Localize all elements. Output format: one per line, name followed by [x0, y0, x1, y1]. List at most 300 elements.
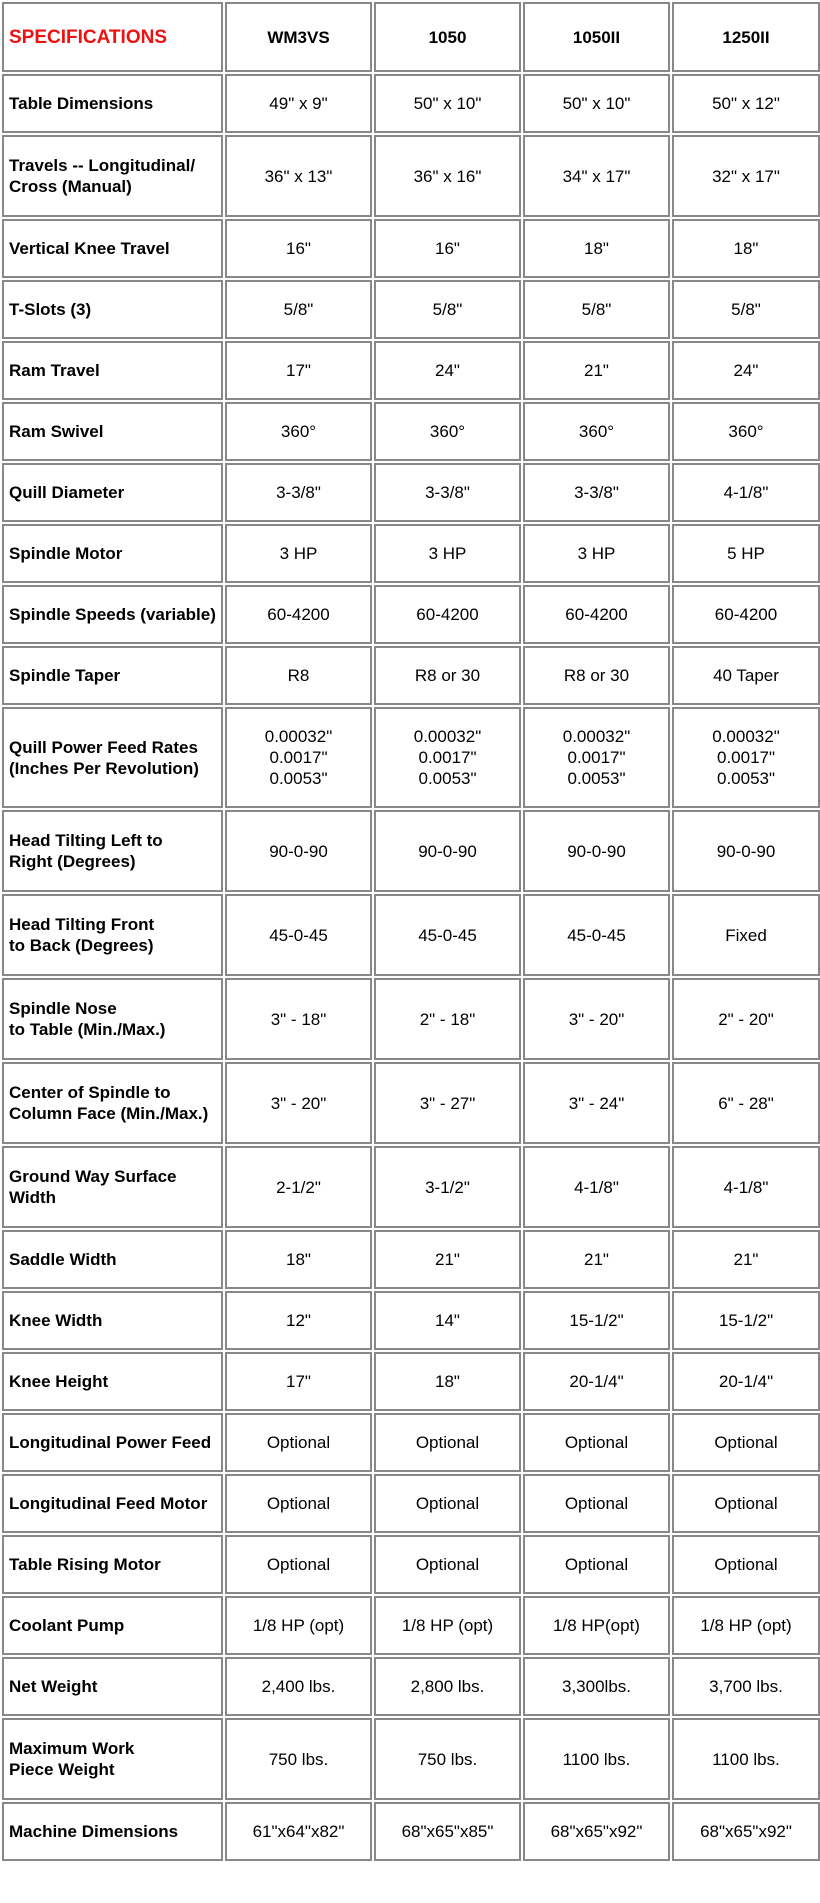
- spec-value-wm3vs: [225, 463, 372, 522]
- spec-value-line: 0.0017": [418, 748, 477, 767]
- spec-label-line: T-Slots (3): [9, 300, 92, 319]
- spec-value-1250ii: [672, 1474, 820, 1533]
- spec-label-line: Ram Travel: [9, 361, 100, 380]
- spec-row-label: [2, 1230, 223, 1289]
- spec-label-line: Head Tilting Left to: [9, 831, 163, 850]
- spec-value-line: 5/8": [283, 300, 314, 319]
- spec-row: [2, 341, 820, 400]
- spec-value-wm3vs: [225, 1535, 372, 1594]
- spec-value-1050ii: [523, 135, 670, 217]
- spec-row: [2, 1802, 820, 1861]
- spec-value-wm3vs: [225, 1146, 372, 1228]
- spec-label-line: Net Weight: [9, 1677, 98, 1696]
- spec-value-1050ii: [523, 280, 670, 339]
- spec-value-line: Optional: [266, 1433, 331, 1452]
- spec-value-line: R8: [287, 666, 310, 685]
- spec-value-line: 360°: [728, 422, 764, 441]
- spec-value-1250ii: [672, 341, 820, 400]
- spec-value-line: 60-4200: [565, 605, 628, 624]
- spec-value-1050: [374, 585, 521, 644]
- spec-value-line: 3" - 20": [270, 1093, 327, 1113]
- spec-value-line: Fixed: [725, 925, 767, 945]
- spec-value-wm3vs: [225, 707, 372, 808]
- spec-value-line: Optional: [415, 1494, 480, 1513]
- spec-value-1250ii: [672, 646, 820, 705]
- spec-value-1050ii: [523, 1413, 670, 1472]
- spec-value-1050ii: [523, 585, 670, 644]
- spec-label-line: Saddle Width: [9, 1250, 117, 1269]
- spec-value-1250ii: [672, 1062, 820, 1144]
- spec-value-line: 90-0-90: [269, 841, 328, 861]
- spec-row: [2, 585, 820, 644]
- spec-value-1050: [374, 1802, 521, 1861]
- spec-value-1250ii: [672, 1718, 820, 1800]
- spec-value-wm3vs: [225, 219, 372, 278]
- spec-value-wm3vs: [225, 1062, 372, 1144]
- spec-row-label: [2, 135, 223, 217]
- spec-value-line: 2,400 lbs.: [261, 1677, 336, 1696]
- spec-label-line: Vertical Knee Travel: [9, 239, 170, 258]
- spec-row: [2, 1230, 820, 1289]
- spec-value-1050ii: [523, 1802, 670, 1861]
- spec-row: [2, 1596, 820, 1655]
- spec-value-1050ii: [523, 1718, 670, 1800]
- spec-row: [2, 707, 820, 808]
- spec-value-1050: [374, 1291, 521, 1350]
- spec-value-line: 1/8 HP (opt): [252, 1616, 345, 1635]
- spec-row-label: [2, 74, 223, 133]
- spec-label-line: Cross (Manual): [9, 177, 132, 196]
- spec-value-1050: [374, 1596, 521, 1655]
- spec-value-1250ii: [672, 135, 820, 217]
- spec-value-1250ii: [672, 978, 820, 1060]
- spec-value-line: 21": [584, 361, 609, 380]
- spec-row: [2, 1062, 820, 1144]
- spec-value-line: R8 or 30: [563, 666, 630, 685]
- spec-value-line: 0.0053": [418, 769, 477, 788]
- spec-value-line: 3" - 24": [568, 1093, 625, 1113]
- spec-value-1050ii: [523, 524, 670, 583]
- spec-value-1050: [374, 74, 521, 133]
- specifications-title: SPECIFICATIONS: [2, 2, 223, 72]
- model-header-1250ii: 1250II: [672, 2, 820, 72]
- spec-value-line: 90-0-90: [567, 841, 626, 861]
- spec-value-1250ii: [672, 524, 820, 583]
- spec-value-line: 24": [435, 361, 460, 380]
- spec-value-line: 49" x 9": [269, 94, 328, 113]
- spec-row: [2, 810, 820, 892]
- spec-row-label: [2, 1802, 223, 1861]
- spec-value-line: 3-3/8": [276, 483, 321, 502]
- spec-value-line: 17": [286, 361, 311, 380]
- spec-label-line: Column Face (Min./Max.): [9, 1104, 209, 1123]
- spec-value-1050ii: [523, 1230, 670, 1289]
- spec-label-line: Table Dimensions: [9, 94, 154, 113]
- spec-row-label: [2, 341, 223, 400]
- spec-label-line: Right (Degrees): [9, 852, 136, 871]
- spec-row: [2, 1413, 820, 1472]
- spec-value-line: 2,800 lbs.: [410, 1677, 485, 1696]
- header-row: [2, 2, 820, 72]
- spec-label-line: Piece Weight: [9, 1760, 115, 1779]
- spec-value-1050ii: [523, 1596, 670, 1655]
- spec-row-label: [2, 280, 223, 339]
- spec-value-1050ii: [523, 219, 670, 278]
- spec-value-1050: [374, 463, 521, 522]
- spec-row-label: [2, 1146, 223, 1228]
- spec-value-wm3vs: [225, 1718, 372, 1800]
- spec-value-line: 1/8 HP (opt): [401, 1616, 494, 1635]
- spec-value-1050: [374, 524, 521, 583]
- spec-row-label: [2, 1413, 223, 1472]
- spec-value-line: 68"x65"x85": [401, 1822, 494, 1841]
- spec-value-line: 5/8": [731, 300, 761, 319]
- spec-value-line: 2" - 20": [718, 1009, 774, 1029]
- spec-value-line: 16": [435, 239, 460, 258]
- spec-value-1050: [374, 894, 521, 976]
- spec-row-label: [2, 1596, 223, 1655]
- spec-value-line: 750 lbs.: [417, 1749, 478, 1769]
- spec-value-line: 32" x 17": [712, 166, 780, 186]
- spec-value-1050ii: [523, 463, 670, 522]
- spec-value-line: 0.00032": [562, 727, 631, 746]
- spec-row: [2, 1535, 820, 1594]
- spec-value-1050: [374, 810, 521, 892]
- spec-value-1250ii: [672, 219, 820, 278]
- spec-label-line: Center of Spindle to: [9, 1083, 171, 1102]
- spec-value-1250ii: [672, 1413, 820, 1472]
- spec-value-wm3vs: [225, 1474, 372, 1533]
- spec-value-line: Optional: [415, 1433, 480, 1452]
- spec-value-line: 1/8 HP(opt): [553, 1616, 640, 1635]
- spec-row-label: [2, 1718, 223, 1800]
- spec-value-wm3vs: [225, 810, 372, 892]
- spec-value-wm3vs: [225, 74, 372, 133]
- spec-value-1050: [374, 1657, 521, 1716]
- spec-label-line: Table Rising Motor: [9, 1555, 161, 1574]
- spec-value-line: 50" x 12": [712, 94, 780, 113]
- spec-value-wm3vs: [225, 1352, 372, 1411]
- spec-value-1250ii: [672, 402, 820, 461]
- spec-value-line: 20-1/4": [718, 1372, 774, 1391]
- spec-value-1250ii: [672, 1146, 820, 1228]
- spec-value-1250ii: [672, 894, 820, 976]
- spec-label-line: to Table (Min./Max.): [9, 1020, 166, 1039]
- spec-row: [2, 135, 820, 217]
- spec-value-1050: [374, 280, 521, 339]
- spec-value-1250ii: [672, 1230, 820, 1289]
- spec-value-line: 360°: [280, 422, 317, 441]
- spec-value-1250ii: [672, 1352, 820, 1411]
- spec-value-1050ii: [523, 707, 670, 808]
- spec-row-label: [2, 1474, 223, 1533]
- spec-value-wm3vs: [225, 280, 372, 339]
- spec-value-line: Optional: [564, 1494, 629, 1513]
- model-header-1050: 1050: [374, 2, 521, 72]
- spec-value-line: 60-4200: [416, 605, 479, 624]
- spec-value-1050: [374, 1352, 521, 1411]
- spec-row-label: [2, 463, 223, 522]
- spec-value-line: 750 lbs.: [268, 1749, 329, 1769]
- spec-row-label: [2, 219, 223, 278]
- spec-value-1050: [374, 219, 521, 278]
- spec-label-line: Spindle Motor: [9, 544, 123, 563]
- spec-row-label: [2, 978, 223, 1060]
- spec-row-label: [2, 894, 223, 976]
- spec-value-line: 2" - 18": [419, 1009, 476, 1029]
- model-header-wm3vs: WM3VS: [225, 2, 372, 72]
- spec-value-1250ii: [672, 707, 820, 808]
- spec-value-line: R8 or 30: [414, 666, 481, 685]
- spec-value-line: 90-0-90: [418, 841, 477, 861]
- spec-value-line: 1100 lbs.: [712, 1749, 780, 1769]
- spec-value-1250ii: [672, 1802, 820, 1861]
- spec-value-line: 3-3/8": [574, 483, 619, 502]
- model-header-1050ii: 1050II: [523, 2, 670, 72]
- spec-value-line: 0.00032": [264, 727, 333, 746]
- spec-label-line: Head Tilting Front: [9, 915, 155, 934]
- spec-value-1250ii: [672, 1535, 820, 1594]
- spec-label-line: Knee Width: [9, 1311, 103, 1330]
- spec-value-wm3vs: [225, 1596, 372, 1655]
- spec-row: [2, 1718, 820, 1800]
- spec-label-line: Travels -- Longitudinal/: [9, 156, 196, 175]
- spec-value-line: 1100 lbs.: [562, 1749, 631, 1769]
- spec-value-line: 17": [286, 1372, 311, 1391]
- spec-value-line: 5/8": [432, 300, 463, 319]
- spec-label-line: Longitudinal Power Feed: [9, 1433, 212, 1452]
- spec-value-1050ii: [523, 1657, 670, 1716]
- spec-value-line: 0.0017": [269, 748, 328, 767]
- spec-label-line: Knee Height: [9, 1372, 109, 1391]
- spec-row-label: [2, 1291, 223, 1350]
- spec-row: [2, 894, 820, 976]
- spec-value-wm3vs: [225, 341, 372, 400]
- spec-value-1050ii: [523, 1291, 670, 1350]
- spec-label-line: Maximum Work: [9, 1739, 135, 1758]
- spec-value-line: 3" - 20": [568, 1009, 625, 1029]
- spec-row-label: [2, 707, 223, 808]
- spec-value-1050: [374, 1535, 521, 1594]
- spec-value-line: 0.0017": [716, 748, 776, 767]
- spec-value-line: 18": [435, 1372, 460, 1391]
- spec-value-wm3vs: [225, 402, 372, 461]
- spec-value-line: 2-1/2": [276, 1177, 321, 1197]
- spec-value-line: 21": [733, 1250, 759, 1269]
- spec-row: [2, 74, 820, 133]
- spec-label-line: Spindle Taper: [9, 666, 121, 685]
- spec-value-line: Optional: [266, 1555, 331, 1574]
- spec-label-line: to Back (Degrees): [9, 936, 154, 955]
- spec-value-line: 3-1/2": [425, 1177, 470, 1197]
- spec-value-line: 0.00032": [712, 727, 780, 746]
- spec-value-line: 45-0-45: [567, 925, 626, 945]
- spec-value-1250ii: [672, 74, 820, 133]
- spec-value-line: 21": [584, 1250, 609, 1269]
- spec-value-1050: [374, 707, 521, 808]
- spec-value-line: 4-1/8": [574, 1177, 619, 1197]
- spec-value-1050ii: [523, 810, 670, 892]
- spec-value-1250ii: [672, 1657, 820, 1716]
- spec-value-wm3vs: [225, 1230, 372, 1289]
- spec-row: [2, 1291, 820, 1350]
- spec-value-wm3vs: [225, 978, 372, 1060]
- spec-row: [2, 219, 820, 278]
- spec-value-line: 18": [584, 239, 609, 258]
- spec-value-line: 0.0017": [567, 748, 626, 767]
- spec-value-line: 3,300lbs.: [562, 1677, 631, 1696]
- spec-value-line: 50" x 10": [413, 94, 482, 113]
- spec-value-wm3vs: [225, 894, 372, 976]
- spec-value-line: 34" x 17": [562, 166, 631, 186]
- spec-value-line: Optional: [266, 1494, 331, 1513]
- spec-value-line: 40 Taper: [713, 666, 779, 685]
- spec-value-line: 45-0-45: [418, 925, 477, 945]
- spec-value-line: 5/8": [581, 300, 612, 319]
- spec-value-line: Optional: [714, 1433, 778, 1452]
- spec-value-line: 4-1/8": [723, 1177, 769, 1197]
- spec-value-line: 68"x65"x92": [550, 1822, 643, 1841]
- spec-value-1050: [374, 1062, 521, 1144]
- spec-row-label: [2, 1352, 223, 1411]
- spec-value-1050ii: [523, 402, 670, 461]
- spec-row-label: [2, 1657, 223, 1716]
- spec-row: [2, 463, 820, 522]
- spec-value-wm3vs: [225, 524, 372, 583]
- spec-value-wm3vs: [225, 1657, 372, 1716]
- spec-value-line: 3,700 lbs.: [709, 1677, 783, 1696]
- spec-label-line: Spindle Nose: [9, 999, 117, 1018]
- spec-value-line: Optional: [564, 1555, 629, 1574]
- spec-value-1050ii: [523, 646, 670, 705]
- spec-value-1050ii: [523, 1146, 670, 1228]
- spec-value-line: 36" x 16": [413, 166, 482, 186]
- spec-value-line: 3 HP: [428, 544, 467, 563]
- spec-row: [2, 1146, 820, 1228]
- spec-value-wm3vs: [225, 1413, 372, 1472]
- spec-value-line: 15-1/2": [569, 1311, 624, 1330]
- spec-value-1050: [374, 646, 521, 705]
- spec-value-line: 360°: [578, 422, 615, 441]
- spec-value-line: 0.0053": [269, 769, 328, 788]
- spec-row: [2, 1474, 820, 1533]
- spec-value-line: 60-4200: [714, 605, 778, 624]
- spec-value-1050: [374, 341, 521, 400]
- spec-value-1050: [374, 1146, 521, 1228]
- spec-row: [2, 978, 820, 1060]
- spec-label-line: Spindle Speeds (variable): [9, 605, 216, 624]
- spec-value-line: 12": [286, 1311, 311, 1330]
- spec-value-line: 15-1/2": [718, 1311, 774, 1330]
- spec-value-line: 4-1/8": [723, 483, 769, 502]
- spec-row: [2, 646, 820, 705]
- spec-value-line: 61"x64"x82": [252, 1822, 345, 1841]
- spec-row: [2, 524, 820, 583]
- spec-value-wm3vs: [225, 135, 372, 217]
- spec-row-label: [2, 402, 223, 461]
- spec-value-1050ii: [523, 1062, 670, 1144]
- spec-value-line: Optional: [714, 1555, 778, 1574]
- spec-value-line: 6" - 28": [718, 1093, 774, 1113]
- spec-value-line: Optional: [415, 1555, 480, 1574]
- spec-value-line: Optional: [564, 1433, 629, 1452]
- spec-value-wm3vs: [225, 585, 372, 644]
- spec-value-line: 3 HP: [577, 544, 616, 563]
- spec-value-line: 20-1/4": [569, 1372, 624, 1391]
- spec-value-wm3vs: [225, 646, 372, 705]
- spec-value-line: 90-0-90: [716, 841, 776, 861]
- spec-value-line: 3" - 18": [270, 1009, 327, 1029]
- spec-value-1250ii: [672, 1596, 820, 1655]
- spec-value-line: 1/8 HP (opt): [700, 1616, 792, 1635]
- spec-value-1050ii: [523, 341, 670, 400]
- spec-label-line: Machine Dimensions: [9, 1822, 179, 1841]
- spec-row-label: [2, 646, 223, 705]
- spec-row: [2, 280, 820, 339]
- spec-value-1050: [374, 135, 521, 217]
- spec-value-1050: [374, 402, 521, 461]
- spec-value-1050ii: [523, 894, 670, 976]
- spec-value-1050ii: [523, 978, 670, 1060]
- spec-value-line: 3 HP: [279, 544, 318, 563]
- spec-value-line: 36" x 13": [264, 166, 333, 186]
- spec-value-line: Optional: [714, 1494, 778, 1513]
- spec-value-line: 50" x 10": [562, 94, 631, 113]
- spec-label-line: (Inches Per Revolution): [9, 758, 199, 778]
- spec-value-line: 60-4200: [267, 605, 330, 624]
- spec-value-line: 18": [733, 239, 759, 258]
- spec-row-label: [2, 524, 223, 583]
- spec-value-1050ii: [523, 1535, 670, 1594]
- spec-value-1050: [374, 1718, 521, 1800]
- spec-row: [2, 402, 820, 461]
- spec-label-line: Ram Swivel: [9, 422, 104, 441]
- spec-value-1050ii: [523, 1474, 670, 1533]
- spec-label-line: Ground Way Surface: [9, 1167, 177, 1186]
- spec-value-1050ii: [523, 74, 670, 133]
- spec-value-line: 0.0053": [716, 769, 776, 788]
- spec-value-1250ii: [672, 810, 820, 892]
- spec-label-line: Quill Power Feed Rates: [9, 737, 198, 757]
- spec-value-1050: [374, 1413, 521, 1472]
- spec-value-line: 360°: [429, 422, 466, 441]
- spec-value-line: 3-3/8": [425, 483, 470, 502]
- spec-value-line: 0.0053": [567, 769, 626, 788]
- spec-value-line: 0.00032": [413, 727, 482, 746]
- spec-value-line: 3" - 27": [419, 1093, 476, 1113]
- spec-row-label: [2, 585, 223, 644]
- spec-value-line: 14": [435, 1311, 460, 1330]
- spec-value-wm3vs: [225, 1802, 372, 1861]
- spec-value-1050: [374, 978, 521, 1060]
- spec-value-1250ii: [672, 585, 820, 644]
- spec-row: [2, 1657, 820, 1716]
- spec-value-line: 5 HP: [727, 544, 765, 563]
- spec-value-line: 16": [286, 239, 311, 258]
- spec-value-line: 24": [733, 361, 759, 380]
- spec-value-line: 21": [435, 1250, 460, 1269]
- spec-value-line: 45-0-45: [269, 925, 328, 945]
- spec-value-1050: [374, 1230, 521, 1289]
- spec-row-label: [2, 1062, 223, 1144]
- spec-label-line: Quill Diameter: [9, 483, 125, 502]
- spec-value-1050ii: [523, 1352, 670, 1411]
- spec-value-line: 18": [286, 1250, 311, 1269]
- spec-label-line: Longitudinal Feed Motor: [9, 1494, 208, 1513]
- spec-value-1250ii: [672, 280, 820, 339]
- spec-row-label: [2, 1535, 223, 1594]
- spec-row-label: [2, 810, 223, 892]
